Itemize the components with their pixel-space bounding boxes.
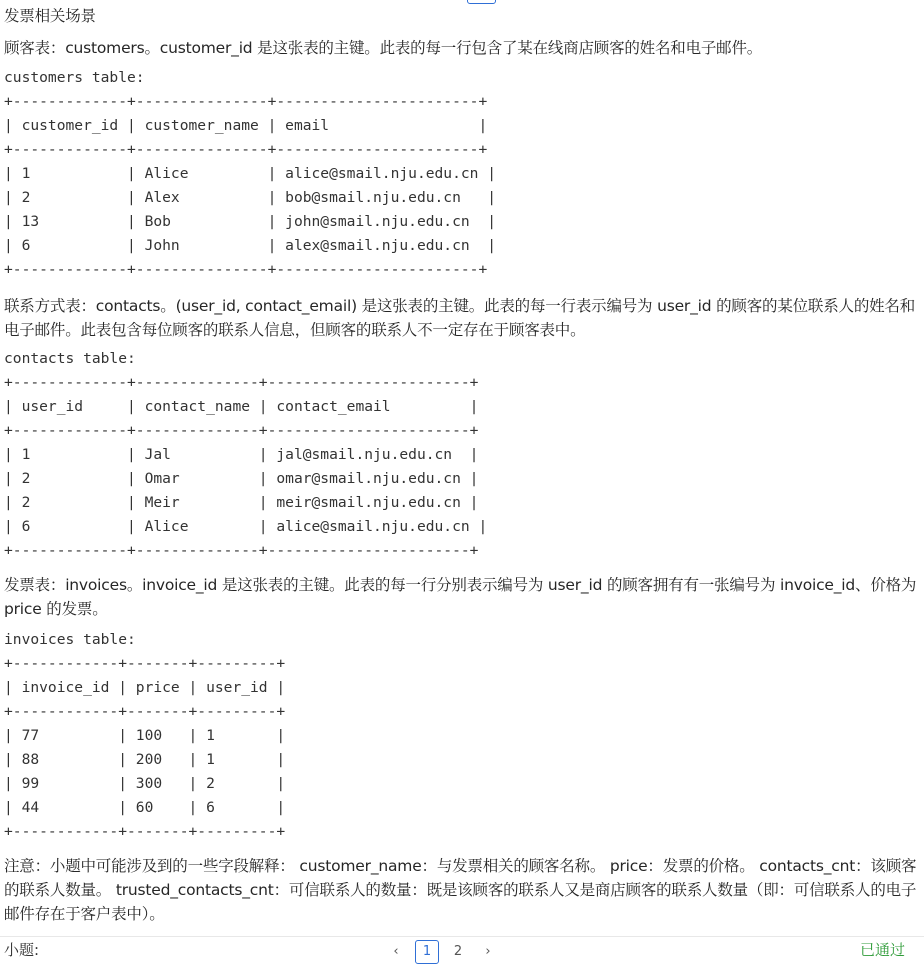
contacts-table-label: contacts table: (4, 350, 136, 367)
pagination (385, 940, 499, 964)
question-bar (0, 936, 924, 959)
status-passed: 已通过 (860, 941, 906, 959)
invoices-table-label: invoices table: (4, 631, 136, 648)
invoices-description: 发票表：invoices。invoice_id 是这张表的主键。此表的每一行分别表示编号为 user_id 的顾客拥有有一张编号为 invoice_id、价格为 price 的发票。 (4, 576, 921, 618)
customers-description: 顾客表：customers。customer_id 是这张表的主键。此表的每一行包含了某在线商店顾客的姓名和电子邮件。 (4, 39, 763, 57)
contacts-table: +-------------+--------------+-----------------------+ | user_id | contact_name | contact_email | +-------------+--------------+-----------------------+ | 1 | Jal | jal@smail.nju.edu.cn | | 2 | Omar | omar@smail.nju.edu.cn | | 2 | Meir | meir@smail.nju.edu.cn | | 6 | Alice | alice@smail.nju.edu.cn | +-------------+--------------+-----------------------+ (4, 374, 488, 559)
next-page-button[interactable]: › (485, 944, 491, 959)
page-title: 发票相关场景 (4, 7, 96, 25)
subquestion-label: 小题: (4, 941, 40, 959)
contacts-description: 联系方式表：contacts。(user_id, contact_email) 是这张表的主键。此表的每一行表示编号为 user_id 的顾客的某位联系人的姓名和电子邮件。此表包含每位顾客的联系人信息，但顾客的联系人不一定存在于顾客表中。 (4, 297, 916, 339)
page-2-button[interactable]: 2 (453, 944, 463, 959)
field-notes: 注意：小题中可能涉及到的一些字段解释： customer_name：与发票相关的顾客名称。 price：发票的价格。 contacts_cnt：该顾客的联系人数量。 trusted_contacts_cnt：可信联系人的数量：既是该顾客的联系人又是商店顾客的联系人数量（即：可信联系人的电子邮件存在于客户表中）。 (4, 857, 917, 923)
invoices-table: +------------+-------+---------+ | invoice_id | price | user_id | +------------+-------+---------+ | 77 | 100 | 1 | | 88 | 200 | 1 | | 99 | 300 | 2 | | 44 | 60 | 6 | +------------+-------+---------+ (4, 655, 286, 840)
page-1-button[interactable]: 1 (415, 940, 439, 964)
customers-table-label: customers table: (4, 69, 145, 86)
customers-table: +-------------+---------------+-----------------------+ | customer_id | customer_name | email | +-------------+---------------+-----------------------+ | 1 | Alice | alice@smail.nju.edu.cn | | 2 | Alex | bob@smail.nju.edu.cn | | 13 | Bob | john@smail.nju.edu.cn | | 6 | John | alex@smail.nju.edu.cn | +-------------+---------------+-----------------------+ (4, 93, 497, 278)
prev-page-button[interactable]: ‹ (393, 944, 399, 959)
